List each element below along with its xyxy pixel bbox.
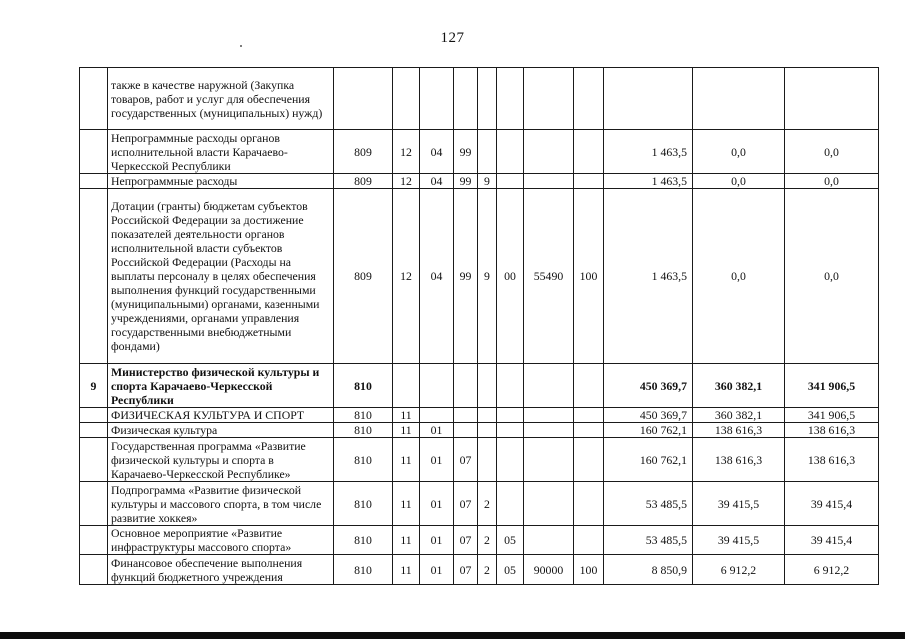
subprogram-code-cell: 9 (478, 174, 497, 189)
expense-type-cell (574, 482, 604, 526)
event-code-cell (497, 68, 524, 130)
section-code-cell: 12 (393, 130, 420, 174)
row-number-cell (80, 526, 108, 555)
row-name-cell: Непрограммные расходы органов исполнительной власти Карачаево-Черкесской Республики (108, 130, 334, 174)
amount-year1-cell: 53 485,5 (604, 526, 693, 555)
table-row (80, 68, 879, 130)
direction-code-cell (524, 130, 574, 174)
row-number-cell (80, 423, 108, 438)
amount-year3-cell (785, 68, 879, 130)
direction-code-cell (524, 423, 574, 438)
event-code-cell (497, 482, 524, 526)
amount-year3-cell: 0,0 (785, 130, 879, 174)
table-row (80, 438, 879, 482)
expense-type-cell: 100 (574, 555, 604, 585)
amount-year3-cell: 39 415,4 (785, 526, 879, 555)
section-code-cell: 11 (393, 526, 420, 555)
table-row (80, 174, 879, 189)
amount-year2-cell: 360 382,1 (693, 364, 785, 408)
amount-year1-cell: 450 369,7 (604, 408, 693, 423)
event-code-cell (497, 423, 524, 438)
subprogram-code-cell: 2 (478, 526, 497, 555)
program-code-cell: 07 (454, 482, 478, 526)
ministry-code-cell: 809 (334, 130, 393, 174)
row-number-cell: 9 (80, 364, 108, 408)
program-code-cell (454, 68, 478, 130)
table-row (80, 482, 879, 526)
section-code-cell: 11 (393, 438, 420, 482)
event-code-cell: 05 (497, 555, 524, 585)
event-code-cell (497, 408, 524, 423)
amount-year2-cell: 138 616,3 (693, 438, 785, 482)
direction-code-cell (524, 364, 574, 408)
row-number-cell (80, 482, 108, 526)
ministry-code-cell: 810 (334, 482, 393, 526)
expense-type-cell (574, 526, 604, 555)
amount-year3-cell: 138 616,3 (785, 423, 879, 438)
subsection-code-cell: 01 (420, 438, 454, 482)
event-code-cell (497, 364, 524, 408)
expense-type-cell (574, 130, 604, 174)
amount-year1-cell (604, 68, 693, 130)
ministry-code-cell: 809 (334, 189, 393, 364)
row-name-cell: Непрограммные расходы (108, 174, 334, 189)
section-code-cell (393, 68, 420, 130)
section-code-cell: 11 (393, 423, 420, 438)
amount-year1-cell: 53 485,5 (604, 482, 693, 526)
amount-year1-cell: 450 369,7 (604, 364, 693, 408)
subsection-code-cell: 04 (420, 189, 454, 364)
subsection-code-cell: 01 (420, 423, 454, 438)
section-code-cell: 12 (393, 189, 420, 364)
amount-year2-cell: 39 415,5 (693, 526, 785, 555)
event-code-cell (497, 438, 524, 482)
row-number-cell (80, 189, 108, 364)
program-code-cell: 99 (454, 174, 478, 189)
section-code-cell: 11 (393, 408, 420, 423)
subprogram-code-cell (478, 130, 497, 174)
ministry-code-cell: 810 (334, 364, 393, 408)
direction-code-cell (524, 174, 574, 189)
row-number-cell (80, 68, 108, 130)
amount-year1-cell: 1 463,5 (604, 174, 693, 189)
subsection-code-cell: 01 (420, 526, 454, 555)
event-code-cell: 05 (497, 526, 524, 555)
subprogram-code-cell: 2 (478, 482, 497, 526)
event-code-cell: 00 (497, 189, 524, 364)
program-code-cell (454, 423, 478, 438)
amount-year3-cell: 341 906,5 (785, 408, 879, 423)
ministry-code-cell: 810 (334, 423, 393, 438)
amount-year3-cell: 39 415,4 (785, 482, 879, 526)
direction-code-cell (524, 408, 574, 423)
row-name-cell: ФИЗИЧЕСКАЯ КУЛЬТУРА И СПОРТ (108, 408, 334, 423)
table-row (80, 130, 879, 174)
table-row (80, 555, 879, 585)
table-row (80, 423, 879, 438)
subsection-code-cell (420, 364, 454, 408)
amount-year1-cell: 8 850,9 (604, 555, 693, 585)
program-code-cell: 07 (454, 526, 478, 555)
program-code-cell: 07 (454, 555, 478, 585)
amount-year2-cell: 0,0 (693, 174, 785, 189)
subprogram-code-cell (478, 364, 497, 408)
row-number-cell (80, 555, 108, 585)
expense-type-cell (574, 364, 604, 408)
expense-type-cell (574, 408, 604, 423)
row-name-cell: Министерство физической культуры и спорта Карачаево-Черкесской Республики (108, 364, 334, 408)
amount-year3-cell: 0,0 (785, 174, 879, 189)
table-row (80, 189, 879, 364)
amount-year2-cell (693, 68, 785, 130)
subprogram-code-cell: 9 (478, 189, 497, 364)
direction-code-cell (524, 482, 574, 526)
subprogram-code-cell (478, 423, 497, 438)
table-row (80, 408, 879, 423)
expense-type-cell (574, 438, 604, 482)
ministry-code-cell: 810 (334, 438, 393, 482)
scan-edge-bar (0, 632, 905, 639)
amount-year1-cell: 1 463,5 (604, 130, 693, 174)
amount-year2-cell: 39 415,5 (693, 482, 785, 526)
ministry-code-cell (334, 68, 393, 130)
amount-year2-cell: 6 912,2 (693, 555, 785, 585)
row-name-cell: также в качестве наружной (Закупка товаров, работ и услуг для обеспечения государственных (муниципальных) нужд) (108, 68, 334, 130)
expense-type-cell (574, 68, 604, 130)
ministry-code-cell: 810 (334, 408, 393, 423)
section-code-cell: 11 (393, 482, 420, 526)
subprogram-code-cell (478, 438, 497, 482)
row-number-cell (80, 130, 108, 174)
amount-year2-cell: 0,0 (693, 130, 785, 174)
amount-year2-cell: 0,0 (693, 189, 785, 364)
section-code-cell: 11 (393, 555, 420, 585)
expense-type-cell (574, 174, 604, 189)
amount-year1-cell: 160 762,1 (604, 423, 693, 438)
program-code-cell: 07 (454, 438, 478, 482)
row-number-cell (80, 438, 108, 482)
amount-year3-cell: 0,0 (785, 189, 879, 364)
subsection-code-cell (420, 408, 454, 423)
section-code-cell: 12 (393, 174, 420, 189)
subprogram-code-cell (478, 408, 497, 423)
row-name-cell: Основное мероприятие «Развитие инфраструктуры массового спорта» (108, 526, 334, 555)
table-row (80, 526, 879, 555)
row-number-cell (80, 174, 108, 189)
subprogram-code-cell: 2 (478, 555, 497, 585)
expense-type-cell: 100 (574, 189, 604, 364)
amount-year3-cell: 6 912,2 (785, 555, 879, 585)
subprogram-code-cell (478, 68, 497, 130)
subsection-code-cell: 04 (420, 130, 454, 174)
direction-code-cell (524, 438, 574, 482)
amount-year3-cell: 341 906,5 (785, 364, 879, 408)
direction-code-cell (524, 68, 574, 130)
row-name-cell: Физическая культура (108, 423, 334, 438)
program-code-cell: 99 (454, 189, 478, 364)
ministry-code-cell: 810 (334, 555, 393, 585)
row-number-cell (80, 408, 108, 423)
subsection-code-cell: 01 (420, 555, 454, 585)
event-code-cell (497, 174, 524, 189)
direction-code-cell: 90000 (524, 555, 574, 585)
ministry-code-cell: 810 (334, 526, 393, 555)
program-code-cell (454, 364, 478, 408)
program-code-cell: 99 (454, 130, 478, 174)
row-name-cell: Государственная программа «Развитие физической культуры и спорта в Карачаево-Черкесской Республике» (108, 438, 334, 482)
subsection-code-cell: 01 (420, 482, 454, 526)
scan-speck (240, 45, 242, 47)
event-code-cell (497, 130, 524, 174)
row-name-cell: Дотации (гранты) бюджетам субъектов Российской Федерации за достижение показателей деятельности органов исполнительной власти субъектов Российской Федерации (Расходы на выплаты персоналу в целях обеспечения выполнения функций государственными (муниципальными) органами, казенными учреждениями, органами управления государственными внебюджетными фондами) (108, 189, 334, 364)
table-row (80, 364, 879, 408)
amount-year3-cell: 138 616,3 (785, 438, 879, 482)
budget-table (79, 67, 879, 585)
table-body (80, 68, 879, 585)
ministry-code-cell: 809 (334, 174, 393, 189)
amount-year1-cell: 1 463,5 (604, 189, 693, 364)
amount-year2-cell: 138 616,3 (693, 423, 785, 438)
row-name-cell: Подпрограмма «Развитие физической культуры и массового спорта, в том числе развитие хоккея» (108, 482, 334, 526)
expense-type-cell (574, 423, 604, 438)
page-number: 127 (440, 30, 465, 46)
direction-code-cell (524, 526, 574, 555)
program-code-cell (454, 408, 478, 423)
row-name-cell: Финансовое обеспечение выполнения функций бюджетного учреждения (108, 555, 334, 585)
subsection-code-cell: 04 (420, 174, 454, 189)
direction-code-cell: 55490 (524, 189, 574, 364)
subsection-code-cell (420, 68, 454, 130)
amount-year2-cell: 360 382,1 (693, 408, 785, 423)
section-code-cell (393, 364, 420, 408)
amount-year1-cell: 160 762,1 (604, 438, 693, 482)
